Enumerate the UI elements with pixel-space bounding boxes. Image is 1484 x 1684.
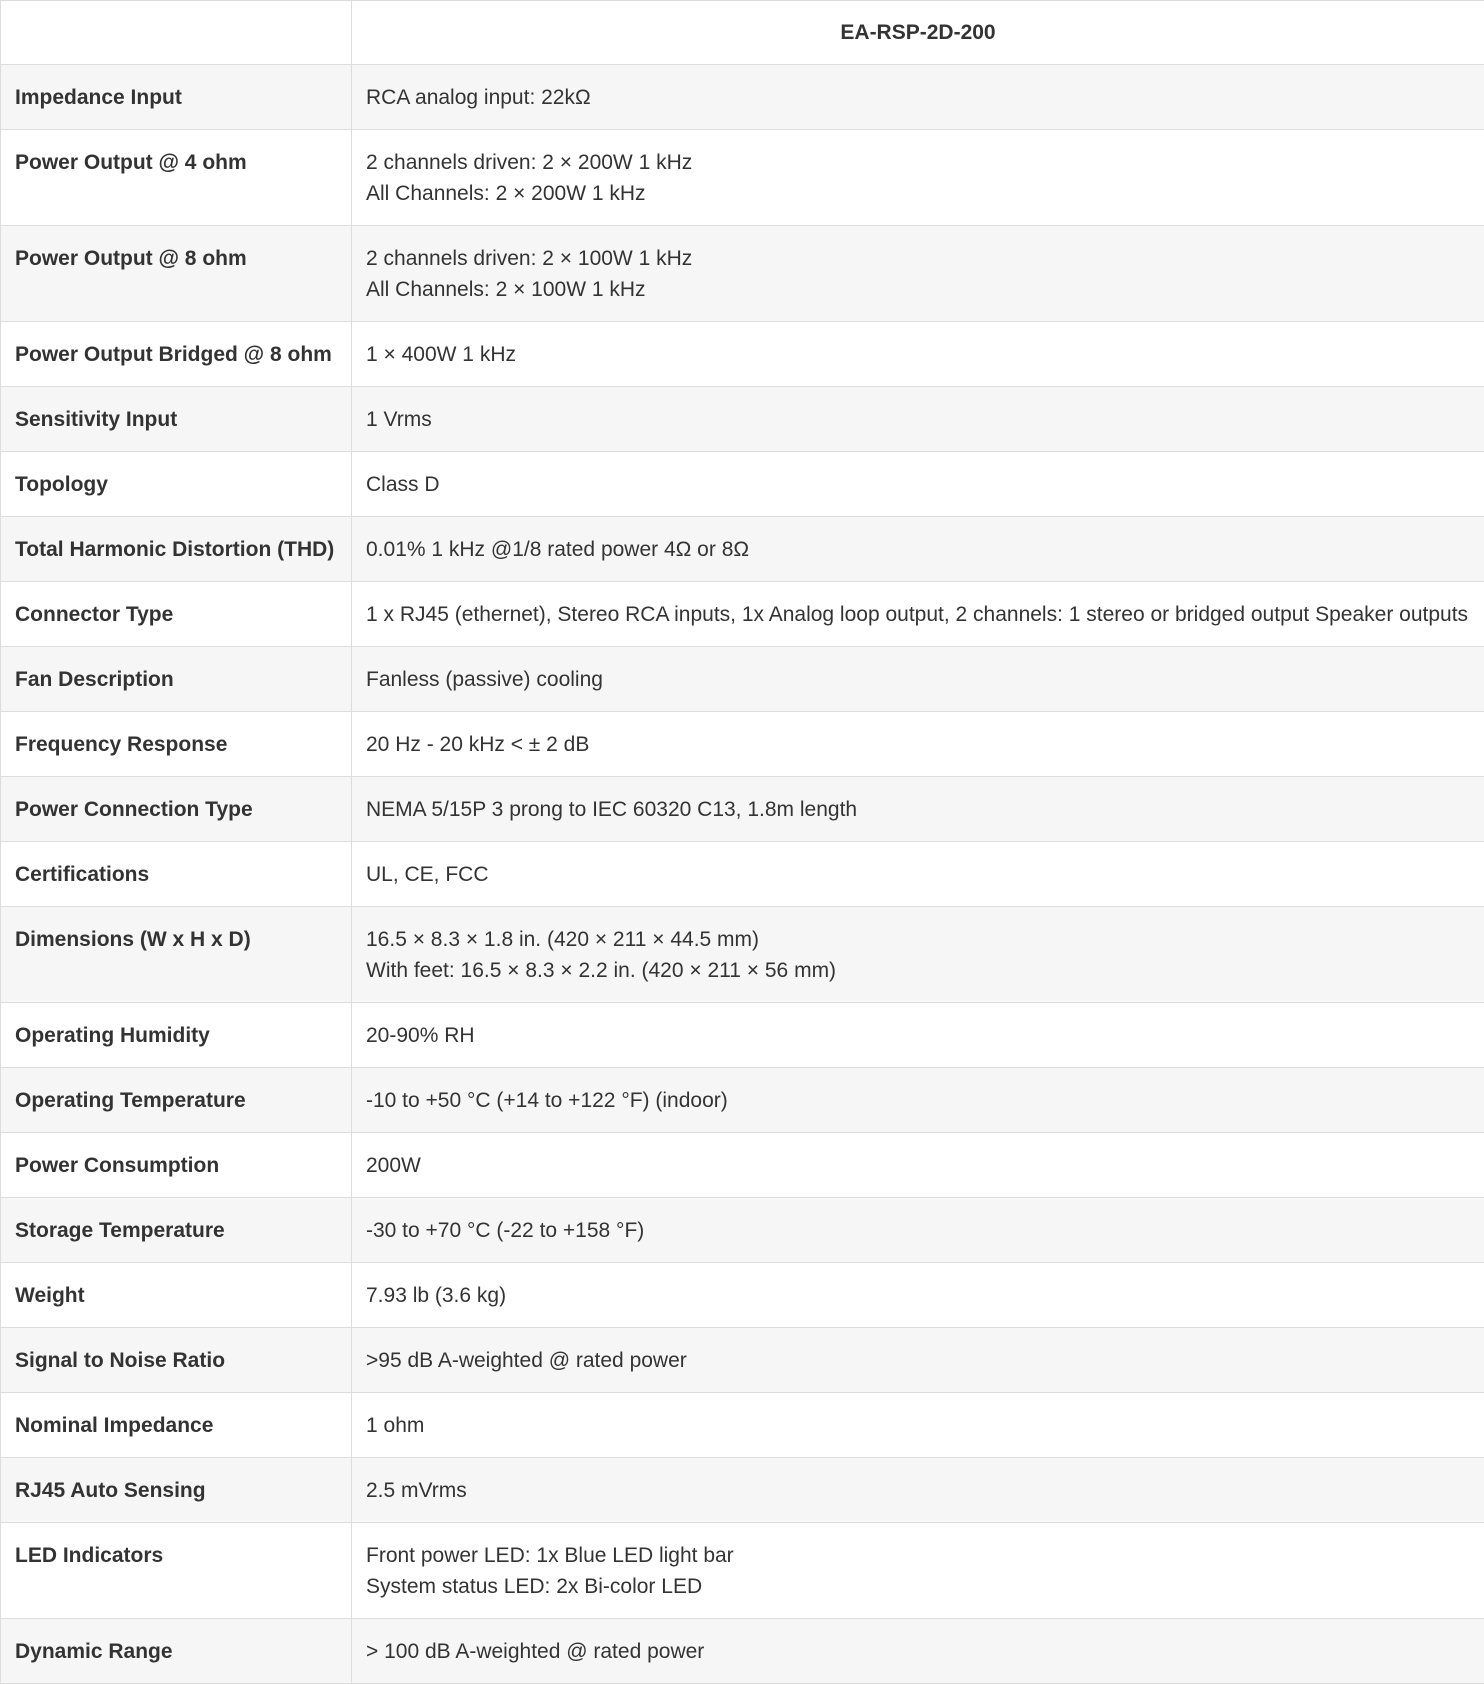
spec-value-line: 20 Hz - 20 kHz < ± 2 dB bbox=[366, 729, 1470, 760]
spec-value bbox=[352, 452, 1484, 517]
header-model-cell: EA-RSP-2D-200 bbox=[352, 1, 1484, 65]
spec-value-line: With feet: 16.5 × 8.3 × 2.2 in. (420 × 211 × 56 mm) bbox=[366, 955, 1470, 986]
spec-value bbox=[352, 130, 1484, 226]
spec-value-line: 16.5 × 8.3 × 1.8 in. (420 × 211 × 44.5 mm) bbox=[366, 924, 1470, 955]
spec-label: Frequency Response bbox=[1, 712, 352, 777]
spec-value bbox=[352, 226, 1484, 322]
table-row bbox=[1, 1263, 1484, 1328]
spec-value bbox=[352, 907, 1484, 1003]
spec-label: Impedance Input bbox=[1, 65, 352, 130]
spec-value bbox=[352, 387, 1484, 452]
table-row bbox=[1, 647, 1484, 712]
spec-value-line: All Channels: 2 × 200W 1 kHz bbox=[366, 178, 1470, 209]
spec-label: Storage Temperature bbox=[1, 1198, 352, 1263]
spec-value bbox=[352, 1458, 1484, 1523]
table-row bbox=[1, 1068, 1484, 1133]
spec-value-line: 200W bbox=[366, 1150, 1470, 1181]
header-corner-cell bbox=[1, 1, 352, 65]
spec-value-line: 7.93 lb (3.6 kg) bbox=[366, 1280, 1470, 1311]
spec-label: Sensitivity Input bbox=[1, 387, 352, 452]
table-row bbox=[1, 517, 1484, 582]
table-row bbox=[1, 322, 1484, 387]
spec-value bbox=[352, 582, 1484, 647]
spec-label: Power Connection Type bbox=[1, 777, 352, 842]
spec-value-line: > 100 dB A-weighted @ rated power bbox=[366, 1636, 1470, 1667]
spec-label: Dynamic Range bbox=[1, 1619, 352, 1684]
spec-label: Connector Type bbox=[1, 582, 352, 647]
spec-value bbox=[352, 647, 1484, 712]
spec-label: Power Output Bridged @ 8 ohm bbox=[1, 322, 352, 387]
spec-label: Total Harmonic Distortion (THD) bbox=[1, 517, 352, 582]
spec-label: Weight bbox=[1, 1263, 352, 1328]
spec-value bbox=[352, 777, 1484, 842]
spec-value-line: RCA analog input: 22kΩ bbox=[366, 82, 1470, 113]
spec-value bbox=[352, 1393, 1484, 1458]
spec-value-line: Front power LED: 1x Blue LED light bar bbox=[366, 1540, 1470, 1571]
spec-value-line: 1 ohm bbox=[366, 1410, 1470, 1441]
table-row bbox=[1, 452, 1484, 517]
spec-value-line: Class D bbox=[366, 469, 1470, 500]
spec-table-header bbox=[1, 1, 1484, 65]
spec-value bbox=[352, 1198, 1484, 1263]
spec-value bbox=[352, 1619, 1484, 1684]
spec-label: Power Output @ 4 ohm bbox=[1, 130, 352, 226]
spec-label: LED Indicators bbox=[1, 1523, 352, 1619]
spec-value-line: 2 channels driven: 2 × 200W 1 kHz bbox=[366, 147, 1470, 178]
table-row bbox=[1, 1003, 1484, 1068]
spec-value-line: 1 x RJ45 (ethernet), Stereo RCA inputs, 1x Analog loop output, 2 channels: 1 stereo or bridged output Speaker outputs bbox=[366, 599, 1470, 630]
spec-value-line: NEMA 5/15P 3 prong to IEC 60320 C13, 1.8m length bbox=[366, 794, 1470, 825]
table-row bbox=[1, 842, 1484, 907]
spec-table-body bbox=[1, 65, 1484, 1684]
spec-value-line: Fanless (passive) cooling bbox=[366, 664, 1470, 695]
table-row bbox=[1, 712, 1484, 777]
spec-value bbox=[352, 842, 1484, 907]
spec-label: Power Output @ 8 ohm bbox=[1, 226, 352, 322]
spec-value-line: 2 channels driven: 2 × 100W 1 kHz bbox=[366, 243, 1470, 274]
spec-value bbox=[352, 1003, 1484, 1068]
spec-label: Signal to Noise Ratio bbox=[1, 1328, 352, 1393]
spec-label: Operating Temperature bbox=[1, 1068, 352, 1133]
table-row bbox=[1, 1393, 1484, 1458]
spec-value bbox=[352, 1523, 1484, 1619]
spec-value bbox=[352, 1068, 1484, 1133]
table-row bbox=[1, 777, 1484, 842]
spec-value-line: 1 Vrms bbox=[366, 404, 1470, 435]
spec-value-line: 1 × 400W 1 kHz bbox=[366, 339, 1470, 370]
table-row bbox=[1, 582, 1484, 647]
spec-value bbox=[352, 1263, 1484, 1328]
spec-label: Certifications bbox=[1, 842, 352, 907]
header-row bbox=[1, 1, 1484, 65]
spec-label: Fan Description bbox=[1, 647, 352, 712]
spec-value-line: 20-90% RH bbox=[366, 1020, 1470, 1051]
table-row bbox=[1, 65, 1484, 130]
spec-value bbox=[352, 65, 1484, 130]
table-row bbox=[1, 1619, 1484, 1684]
spec-value bbox=[352, 517, 1484, 582]
spec-value-line: System status LED: 2x Bi-color LED bbox=[366, 1571, 1470, 1602]
spec-value bbox=[352, 1328, 1484, 1393]
spec-label: Dimensions (W x H x D) bbox=[1, 907, 352, 1003]
table-row bbox=[1, 1133, 1484, 1198]
spec-value-line: UL, CE, FCC bbox=[366, 859, 1470, 890]
spec-label: Topology bbox=[1, 452, 352, 517]
table-row bbox=[1, 1198, 1484, 1263]
spec-value bbox=[352, 1133, 1484, 1198]
table-row bbox=[1, 226, 1484, 322]
spec-label: RJ45 Auto Sensing bbox=[1, 1458, 352, 1523]
spec-label: Operating Humidity bbox=[1, 1003, 352, 1068]
spec-value-line: 0.01% 1 kHz @1/8 rated power 4Ω or 8Ω bbox=[366, 534, 1470, 565]
table-row bbox=[1, 1458, 1484, 1523]
table-row bbox=[1, 387, 1484, 452]
spec-value-line: All Channels: 2 × 100W 1 kHz bbox=[366, 274, 1470, 305]
spec-value bbox=[352, 322, 1484, 387]
table-row bbox=[1, 1523, 1484, 1619]
spec-value-line: -30 to +70 °C (-22 to +158 °F) bbox=[366, 1215, 1470, 1246]
table-row bbox=[1, 130, 1484, 226]
table-row bbox=[1, 907, 1484, 1003]
spec-value bbox=[352, 712, 1484, 777]
spec-value-line: -10 to +50 °C (+14 to +122 °F) (indoor) bbox=[366, 1085, 1470, 1116]
table-row bbox=[1, 1328, 1484, 1393]
spec-value-line: 2.5 mVrms bbox=[366, 1475, 1470, 1506]
spec-label: Nominal Impedance bbox=[1, 1393, 352, 1458]
spec-value-line: >95 dB A-weighted @ rated power bbox=[366, 1345, 1470, 1376]
spec-label: Power Consumption bbox=[1, 1133, 352, 1198]
